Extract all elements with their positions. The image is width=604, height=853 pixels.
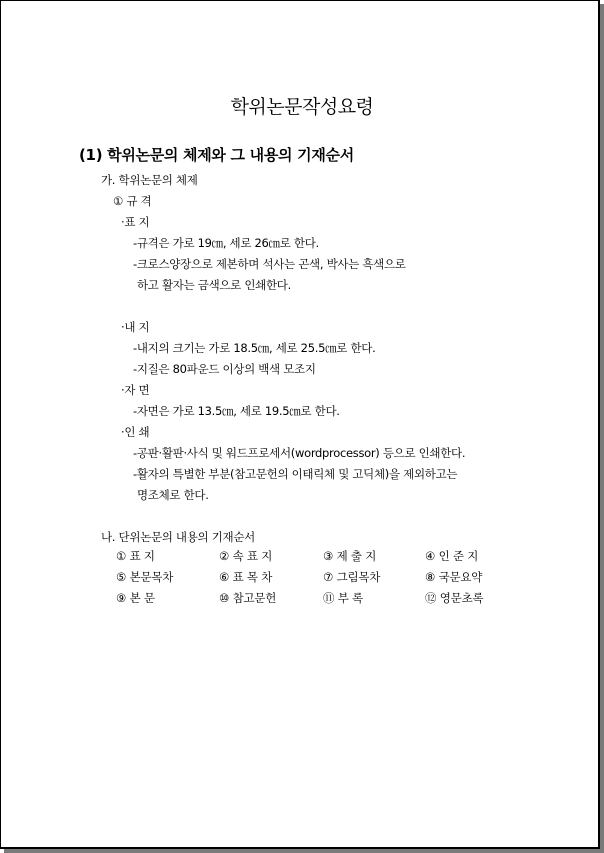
cover-line: -규격은 가로 19㎝, 세로 26㎝로 한다. [133, 236, 319, 250]
inner-label: ·내 지 [121, 320, 150, 334]
order-item: ⑦ 그림목차 [323, 570, 381, 584]
subheading-na: 나. 단위논문의 내용의 기재순서 [101, 530, 255, 544]
print-label: ·인 쇄 [121, 425, 150, 439]
section-heading: (1) 학위논문의 체제와 그 내용의 기재순서 [79, 146, 354, 164]
order-item: ⑪ 부 록 [323, 591, 364, 605]
page-shadow-bottom [4, 849, 604, 853]
print-line: 명조체로 한다. [137, 488, 209, 502]
inner-line: -지질은 80파운드 이상의 백색 모조지 [133, 362, 316, 376]
order-item: ① 표 지 [116, 549, 155, 563]
order-item: ⑤ 본문목차 [116, 570, 174, 584]
inner-line: -내지의 크기는 가로 18.5㎝, 세로 25.5㎝로 한다. [133, 341, 376, 355]
order-item: ⑫ 영문초록 [425, 591, 484, 605]
subheading-ga: 가. 학위논문의 체제 [101, 173, 198, 187]
print-line: -활자의 특별한 부분(참고문헌의 이태릭체 및 고딕체)을 제외하고는 [133, 467, 458, 481]
page-line: -자면은 가로 13.5㎝, 세로 19.5㎝로 한다. [133, 404, 340, 418]
cover-line: -크로스양장으로 제본하며 석사는 곤색, 박사는 흑색으로 [133, 257, 406, 271]
order-item: ② 속 표 지 [219, 549, 273, 563]
order-item: ⑧ 국문요약 [425, 570, 483, 584]
order-item: ⑩ 참고문헌 [219, 591, 277, 605]
cover-line: 하고 활자는 금색으로 인쇄한다. [137, 278, 291, 292]
order-item: ③ 제 출 지 [323, 549, 377, 563]
cover-label: ·표 지 [121, 215, 150, 229]
document-title: 학위논문작성요령 [230, 96, 374, 118]
page-label: ·자 면 [121, 383, 150, 397]
print-line: -공판·활판·사식 및 워드프로세서(wordprocessor) 등으로 인쇄한다. [133, 446, 466, 460]
order-item: ④ 인 준 지 [425, 549, 479, 563]
order-item: ⑥ 표 목 차 [219, 570, 273, 584]
order-item: ⑨ 본 문 [116, 591, 155, 605]
item-standard: ① 규 격 [113, 194, 152, 208]
